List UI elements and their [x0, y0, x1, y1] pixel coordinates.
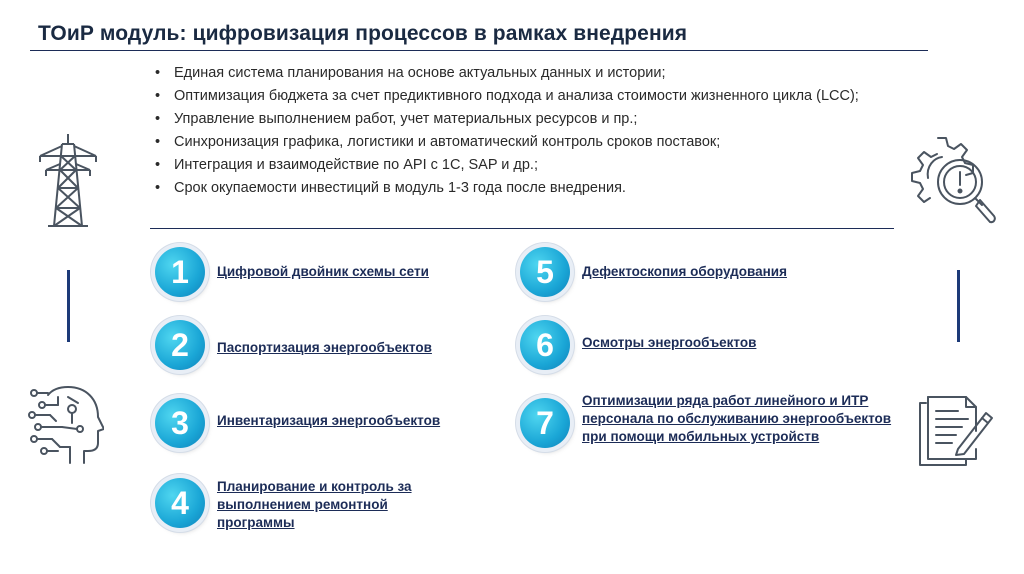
module-item-2[interactable] [155, 320, 487, 370]
document-pen-icon [916, 387, 996, 469]
module-item-3[interactable] [155, 398, 497, 448]
number-badge: 3 [155, 398, 205, 448]
list-divider [150, 228, 894, 229]
gear-magnifier-icon [908, 134, 998, 228]
module-link[interactable]: Паспортизация энергообъектов [217, 340, 432, 355]
ai-head-icon [28, 383, 104, 465]
module-link[interactable]: Оптимизации ряда работ линейного и ИТР персонала по обслуживанию энергообъектов при помощи мобильных устройств [582, 393, 892, 444]
page-title: ТОиР модуль: цифровизация процессов в рамках внедрения [38, 22, 688, 45]
module-item-6[interactable] [520, 320, 882, 370]
left-accent-bar [67, 270, 70, 342]
module-link[interactable]: Цифровой двойник схемы сети [217, 264, 429, 279]
feature-item: • Оптимизация бюджета за счет предиктивного подхода и анализа стоимости жизненного цикла (LCC); [152, 85, 892, 108]
feature-list [152, 62, 892, 200]
feature-item: • Срок окупаемости инвестиций в модуль 1-3 года после внедрения. [152, 177, 892, 200]
number-badge: 2 [155, 320, 205, 370]
module-link[interactable]: Планирование и контроль за выполнением ремонтной программы [217, 479, 412, 530]
module-item-4[interactable] [155, 474, 457, 532]
number-badge: 6 [520, 320, 570, 370]
power-tower-icon [38, 130, 98, 230]
title-divider [30, 50, 928, 51]
feature-item: • Управление выполнением работ, учет материальных ресурсов и пр.; [152, 108, 892, 131]
module-link[interactable]: Осмотры энергообъектов [582, 335, 757, 350]
module-item-5[interactable] [520, 247, 882, 297]
number-badge: 7 [520, 398, 570, 448]
module-item-7[interactable] [520, 393, 902, 448]
number-badge: 5 [520, 247, 570, 297]
feature-item: • Интеграция и взаимодействие по API с 1С, SAP и др.; [152, 154, 892, 177]
number-badge: 4 [155, 478, 205, 528]
module-item-1[interactable] [155, 247, 487, 297]
feature-item: • Синхронизация графика, логистики и автоматический контроль сроков поставок; [152, 131, 892, 154]
module-link[interactable]: Дефектоскопия оборудования [582, 264, 787, 279]
number-badge: 1 [155, 247, 205, 297]
feature-item: • Единая система планирования на основе актуальных данных и истории; [152, 62, 892, 85]
module-link[interactable]: Инвентаризация энергообъектов [217, 413, 441, 428]
right-accent-bar [957, 270, 960, 342]
